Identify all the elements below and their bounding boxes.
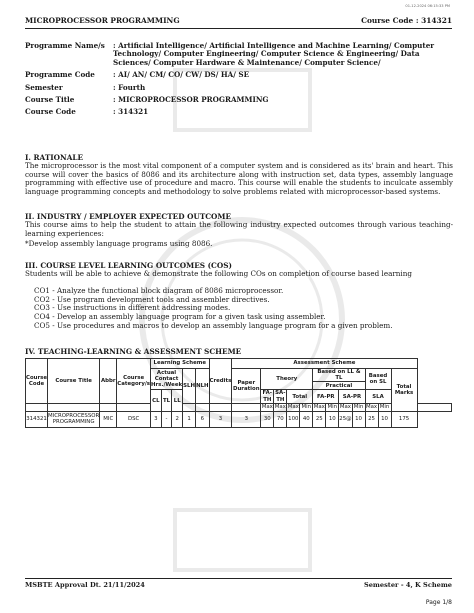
- footer-approval: MSBTE Approval Dt. 21/11/2024: [25, 581, 145, 589]
- cell-total-min: 40: [300, 411, 313, 427]
- course-outcomes-list: [34, 287, 454, 331]
- header-sla: SLA: [365, 390, 391, 403]
- empty-header-cell: [417, 403, 451, 411]
- course-outcomes-heading: III. COURSE LEVEL LEARNING OUTCOMES (COS): [25, 261, 232, 270]
- header-sa-pr: SA-PR: [339, 390, 365, 403]
- header-assessment-scheme: Assessment Scheme: [232, 359, 417, 369]
- page-number: Page 1/8: [425, 599, 452, 606]
- info-value: : Artificial Intelligence/ Artificial Intelligence and Machine Learning/ Computer Technology/ Computer Engineering/ Computer Science & Engineering/ Data Sciences/ Computer Hardware & Maintenance/ Computer Science/: [113, 41, 435, 67]
- header-cl: CL: [151, 390, 162, 411]
- info-label: Semester: [25, 82, 63, 92]
- cell-ll: 2: [172, 411, 183, 427]
- header-max: Max: [261, 404, 273, 411]
- footer-semester: Semester - 4, K Scheme: [363, 581, 452, 589]
- course-outcome-item: CO1 - Analyze the functional block diagram of 8086 microprocessor.: [34, 286, 284, 295]
- rationale-text: The microprocessor is the most vital component of a computer system and is considered as its' brain and heart. This course will cover the basics of 8086 and its architecture along with instruction set, data types, assembly language programming with effective use of procedure and macro. This course will enable the students to inculcate assembly language programming concepts and methodology to solve problems related with microprocessor-based systems.: [25, 161, 453, 196]
- cell-nlh: 6: [196, 411, 209, 427]
- header-fa-th: FA-TH: [262, 390, 273, 403]
- programme-code-row: [25, 71, 455, 79]
- industry-outcome-text: This course aims to help the student to attain the following industry expected outcomes through various teaching-learning experiences:: [25, 220, 453, 238]
- header-learning-scheme: Learning Scheme: [151, 359, 210, 369]
- header-sa-th: SA-TH: [275, 390, 286, 403]
- header-min: Min: [327, 404, 338, 411]
- info-value: : Fourth: [113, 82, 146, 92]
- teaching-assessment-table: [25, 358, 452, 428]
- info-label: Course Code: [25, 107, 76, 117]
- header-total-marks: Total Marks: [391, 369, 417, 412]
- course-outcome-item: CO4 - Develop an assembly language program for a given task using assembler.: [34, 312, 326, 322]
- header-max: Max: [274, 404, 286, 411]
- cell-tl: -: [161, 411, 172, 427]
- semester-row: [25, 84, 455, 92]
- header-actual-contact: Actual Contact Hrs./Week: [151, 369, 183, 389]
- course-title-row: [25, 96, 455, 104]
- teaching-scheme-heading: IV. TEACHING-LEARNING & ASSESSMENT SCHEME: [25, 347, 242, 356]
- info-value: : MICROPROCESSOR PROGRAMMING: [113, 95, 269, 105]
- empty-header-cell: [196, 403, 209, 411]
- empty-header-cell: [117, 403, 151, 411]
- info-value: : AI/ AN/ CM/ CO/ CW/ DS/ HA/ SE: [113, 70, 250, 80]
- cell-fa-pr-min: 10: [326, 411, 339, 427]
- course-outcomes-intro: Students will be able to achieve & demonstrate the following COs on completion of course based learning: [25, 269, 412, 278]
- cell-abbr: MIC: [100, 411, 117, 427]
- header-credits: Credits: [209, 359, 232, 404]
- header-course-title: Course Title: [48, 359, 100, 404]
- cell-fa-th-max: 30: [261, 411, 274, 427]
- cell-slh: 1: [183, 411, 196, 427]
- header-paper-duration: Paper Duration: [232, 369, 261, 404]
- page-footer: [25, 578, 452, 591]
- header-tl: TL: [161, 390, 172, 411]
- header-course-code: Course Code : 314321: [361, 16, 452, 25]
- header-slh: SLH: [183, 369, 196, 404]
- header-fa-pr: FA-PR: [313, 390, 339, 403]
- header-total: Total: [287, 390, 313, 403]
- header-min: Min: [353, 404, 364, 411]
- header-max: Max: [287, 404, 299, 411]
- empty-header-cell: [209, 403, 232, 411]
- header-max: Max: [313, 404, 325, 411]
- info-value: : 314321: [113, 107, 149, 117]
- industry-outcome-item: *Develop assembly language programs using 8086.: [25, 239, 213, 248]
- industry-outcome-heading: II. INDUSTRY / EMPLOYER EXPECTED OUTCOME: [25, 212, 232, 221]
- header-course-name: MICROPROCESSOR PROGRAMMING: [25, 16, 180, 25]
- cell-sa-th-max: 70: [274, 411, 287, 427]
- cell-sa-pr-max: 25@: [339, 411, 352, 427]
- header-ll: LL: [172, 390, 183, 411]
- cell-course-title: MICROPROCESSOR PROGRAMMING: [48, 413, 100, 426]
- cell-sla-min: 10: [378, 411, 391, 427]
- cell-category: DSC: [117, 411, 151, 427]
- empty-header-cell: [183, 403, 196, 411]
- cell-course-code: 314321: [26, 411, 48, 427]
- cell-credits: 3: [209, 411, 232, 427]
- print-timestamp: 01-12-2024 06:15:33 PM: [405, 4, 450, 8]
- course-outcome-item: CO5 - Use procedures and macros to develop an assembly language program for a given problem.: [34, 320, 393, 330]
- course-outcome-item: CO2 - Use program development tools and assembler directives.: [34, 294, 270, 304]
- course-outcome-item: CO3 - Use instructions in different addressing modes.: [34, 303, 231, 313]
- cell-fa-pr-max: 25: [313, 411, 326, 427]
- header-theory: Theory: [261, 369, 313, 390]
- course-info: [25, 42, 455, 121]
- header-min: Min: [301, 404, 312, 411]
- header-based-sl: Based on SL: [365, 369, 391, 390]
- info-label: Course Title: [25, 95, 75, 105]
- header-category: Course Category/s: [117, 359, 151, 404]
- header-abbr: Abbr: [100, 359, 117, 404]
- header-max: Max: [339, 404, 351, 411]
- cell-sa-pr-min: 10: [352, 411, 365, 427]
- table-row: [26, 411, 452, 427]
- info-label: Programme Name/s: [25, 41, 105, 50]
- header-max: Max: [365, 404, 378, 411]
- programme-names-row: [25, 42, 455, 67]
- header-based-ll-tl: Based on LL & TL: [313, 369, 365, 382]
- cell-paper-duration: 3: [232, 411, 261, 427]
- header-course-code: Course Code: [26, 359, 48, 404]
- course-code-row: [25, 108, 455, 116]
- rationale-heading: I. RATIONALE: [25, 153, 84, 162]
- info-label: Programme Code: [25, 70, 95, 80]
- empty-header-cell: [26, 403, 48, 411]
- cell-sla-max: 25: [365, 411, 378, 427]
- cell-cl: 3: [151, 411, 162, 427]
- header-nlh: NLH: [196, 369, 209, 404]
- cell-total-marks: 175: [391, 411, 417, 427]
- empty-header-cell: [232, 403, 261, 411]
- header-practical: Practical: [313, 382, 365, 390]
- empty-header-cell: [48, 403, 100, 411]
- header-min: Min: [379, 404, 390, 411]
- cell-total-max: 100: [287, 411, 300, 427]
- page-header: [25, 16, 452, 29]
- empty-header-cell: [100, 403, 117, 411]
